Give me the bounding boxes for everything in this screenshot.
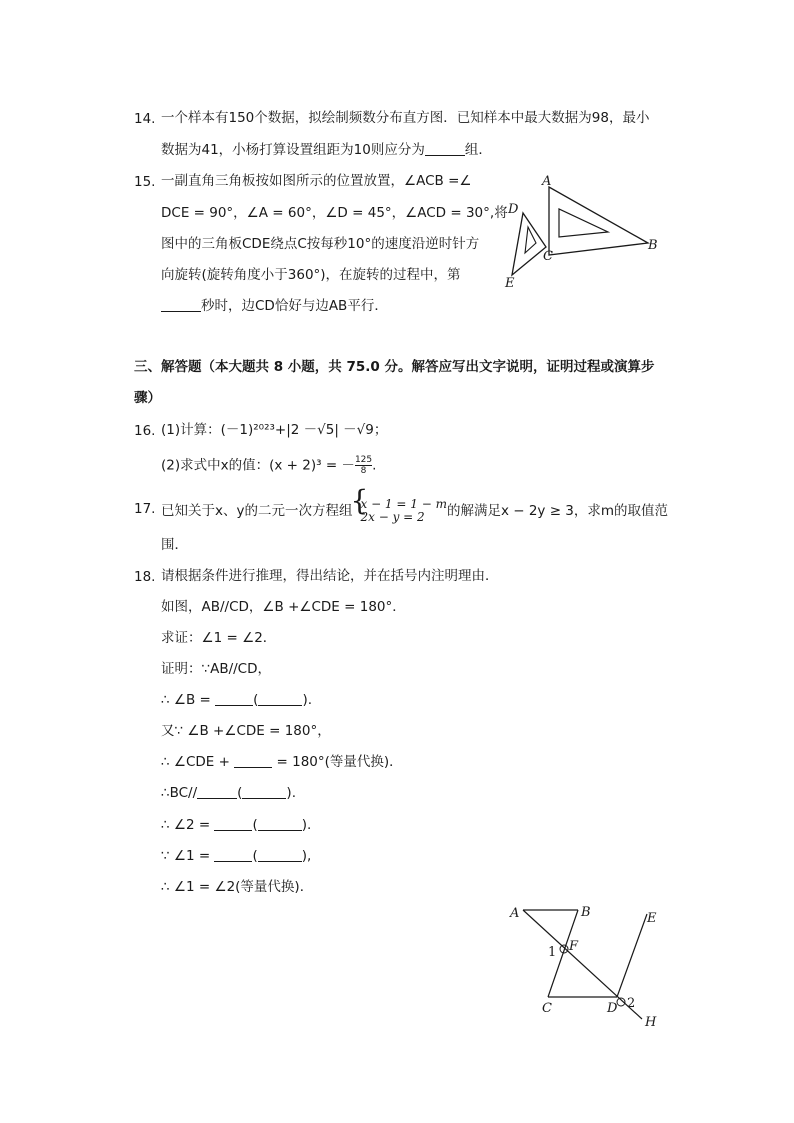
q18-prove: 求证：∠1 = ∠2． <box>161 630 277 646</box>
q14-line2-post: 组． <box>464 142 492 158</box>
q15-label-b: B <box>648 238 658 253</box>
q18-label-b: B <box>581 905 591 920</box>
q18-proof-5: ∴ ∠2 = ( ). <box>161 817 312 833</box>
q17-line2: 围． <box>161 537 188 553</box>
q16-frac-den: 8 <box>355 465 372 476</box>
q18-blank-4a <box>197 784 237 799</box>
q18-blank-4b <box>242 784 286 799</box>
q18-blank-5b <box>258 816 302 831</box>
q14-answer-blank <box>425 141 465 156</box>
section3-heading-line1: 三、解答题（本大题共 8 小题，共 75.0 分。解答应写出文字说明，证明过程或演算步 <box>134 359 655 375</box>
q18-proof-3-pre: ∴ ∠CDE + <box>161 754 230 770</box>
q18-blank-6b <box>258 847 302 862</box>
q18-given: 如图，AB//CD，∠B +∠CDE = 180°． <box>161 599 406 615</box>
segment-ah <box>523 910 642 1019</box>
q14-line2 <box>161 140 492 160</box>
q18-proof-3-post: = 180°(等量代换)． <box>276 754 403 770</box>
triangle-abc <box>549 187 648 255</box>
q18-label-f: F <box>569 939 579 954</box>
q18-proof-6: ∵ ∠1 = ( ), <box>161 848 312 864</box>
q18-proof-2: 又∵ ∠B +∠CDE = 180°， <box>161 723 331 739</box>
q14-line1: 一个样本有150个数据，拟绘制频数分布直方图．已知样本中最大数据为98，最小 <box>161 110 650 126</box>
q17-line1 <box>161 498 668 524</box>
q15-line2: DCE = 90°，∠A = 60°，∠D = 45°，∠ACD = 30°,将 <box>161 205 508 221</box>
q17-equation-system <box>352 498 446 524</box>
q18-label-angle-2: 2 <box>627 996 636 1011</box>
section3-heading-line2: 骤） <box>134 390 161 406</box>
q18-parallel-lines-figure <box>505 902 675 1032</box>
q15-label-c: C <box>543 249 553 264</box>
q16-fraction <box>355 455 372 476</box>
q18-blank-3 <box>234 753 272 768</box>
q18-label-c: C <box>542 1001 552 1016</box>
q16-part2-post: . <box>372 457 377 474</box>
q17-pre: 已知关于x、y的二元一次方程组 <box>161 503 353 519</box>
q15-triangles-figure <box>500 175 660 290</box>
q18-proof-0: 证明：∵AB//CD， <box>161 661 272 677</box>
q15-answer-blank <box>161 297 201 312</box>
q18-label-d: D <box>607 1001 618 1016</box>
q18-label-a: A <box>510 906 520 921</box>
q18-number: 18. <box>134 569 156 585</box>
q14-line2-pre: 数据为41，小杨打算设置组距为10则应分为 <box>161 142 425 158</box>
q18-proof-7: ∴ ∠1 = ∠2(等量代换)． <box>161 879 314 895</box>
q18-proof-4-pre: ∴BC// <box>161 785 198 801</box>
q15-label-d: D <box>508 202 519 217</box>
q18-blank-6a <box>214 847 252 862</box>
q17-eq2: 2x − y = 2 <box>360 510 425 524</box>
q18-blank-1b <box>258 691 302 706</box>
q15-line1: 一副直角三角板按如图所示的位置放置，∠ACB =∠ <box>161 173 472 189</box>
q18-proof-4: ∴BC// ( ). <box>161 785 296 801</box>
q18-blank-5a <box>214 816 252 831</box>
q18-label-angle-1: 1 <box>548 945 557 960</box>
q15-line4: 向旋转(旋转角度小于360°)，在旋转的过程中，第 <box>161 267 461 283</box>
q18-label-h: H <box>645 1015 657 1030</box>
q18-proof-6-pre: ∵ ∠1 = <box>161 848 211 864</box>
q17-number: 17. <box>134 501 156 517</box>
q15-label-a: A <box>542 175 552 189</box>
q18-blank-1a <box>215 691 253 706</box>
q18-label-e: E <box>647 911 657 926</box>
triangle-dce <box>512 213 546 275</box>
segment-de <box>617 914 647 997</box>
q16-part2-pre: (2)求式中x的值：(x + 2)³ = － <box>161 457 355 474</box>
q17-post: 的解满足x − 2y ≥ 3，求m的取值范 <box>446 503 669 519</box>
q16-part2 <box>161 455 376 476</box>
q16-frac-num: 125 <box>354 455 373 465</box>
q15-line5 <box>161 296 388 316</box>
q14-number: 14. <box>134 111 156 127</box>
q15-line3: 图中的三角板CDE绕点C按每秒10°的速度沿逆时针方 <box>161 236 480 252</box>
q17-eq1: { x − 1 = 1 − m <box>360 497 447 511</box>
q16-part1: (1)计算：(－1)²⁰²³+|2 －√5| －√9； <box>161 422 388 438</box>
q16-number: 16. <box>134 423 156 439</box>
q15-label-e: E <box>505 276 515 290</box>
q18-proof-1: ∴ ∠B = ( ). <box>161 692 312 708</box>
triangle-abc-inner <box>559 209 608 237</box>
q15-number: 15. <box>134 174 156 190</box>
q18-intro: 请根据条件进行推理，得出结论，并在括号内注明理由． <box>161 568 499 584</box>
q18-proof-1-pre: ∴ ∠B = <box>161 692 211 708</box>
q18-proof-5-pre: ∴ ∠2 = <box>161 817 211 833</box>
q15-line5-post: 秒时，边CD恰好与边AB平行． <box>201 298 388 314</box>
q18-proof-3 <box>161 752 403 772</box>
